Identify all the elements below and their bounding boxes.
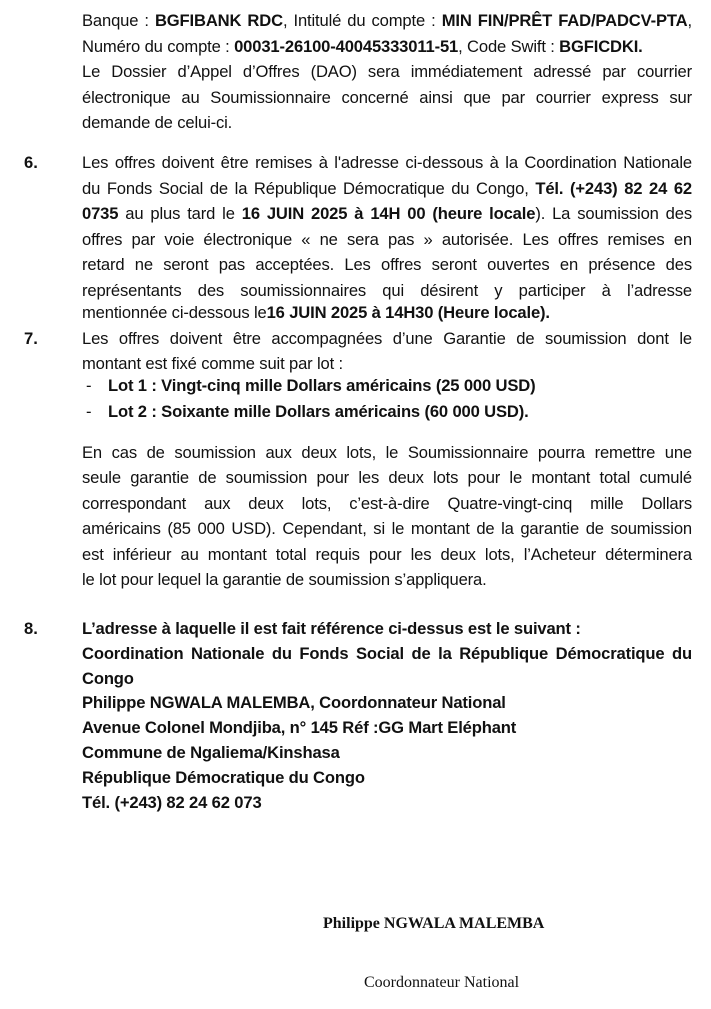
bank-label: Banque :: [82, 11, 155, 30]
comma: ,: [687, 11, 692, 30]
item-7b-line-3: correspondant aux deux lots, c’est-à-dire Quatre-vingt-cinq mille Dollars: [82, 494, 692, 513]
address-intro: L’adresse à laquelle il est fait référence ci-dessus est le suivant :: [82, 619, 581, 638]
bullet-dash: -: [86, 402, 92, 421]
address-country-short: Congo: [82, 669, 134, 688]
item-6-text: au plus tard le: [118, 204, 242, 223]
account-title: MIN FIN/PRÊT FAD/PADCV-PTA: [441, 11, 688, 30]
address-country: République Démocratique du Congo: [82, 768, 365, 787]
item-8-line-2: [82, 641, 692, 667]
item-7b-line-4: américains (85 000 USD). Cependant, si le montant de la garantie de soumission: [82, 519, 692, 538]
signatory-title: Coordonnateur National: [364, 974, 520, 991]
dao-line-2: électronique au Soumissionnaire concerné ainsi que par courrier express sur: [82, 88, 692, 107]
item-6-line-4: offres par voie électronique « ne sera pas » autorisée. Les offres remises en: [82, 230, 692, 249]
address-contact: Philippe NGWALA MALEMBA, Coordonnateur National: [82, 693, 506, 712]
bank-name: BGFIBANK RDC: [154, 11, 283, 30]
item-7b-line-6: le lot pour lequel la garantie de soumission s’appliquera.: [82, 570, 487, 589]
swift-label: , Code Swift :: [458, 37, 560, 56]
lot-2: [108, 399, 668, 425]
account-number: 00031-26100-40045333011-51: [234, 37, 459, 56]
account-number-line: [82, 34, 692, 60]
item-8-line-5: [82, 715, 692, 741]
item-8-line-3: [82, 666, 692, 692]
item-6-text: mentionnée ci-dessous le: [82, 303, 267, 322]
item-7b-line-5: est inférieur au montant total requis pour les deux lots, l’Acheteur déterminera: [82, 545, 692, 564]
lot-1: [108, 373, 668, 399]
item-8-line-7: [82, 765, 692, 791]
item-7b-line-1: En cas de soumission aux deux lots, le Soumissionnaire pourra remettre une: [82, 443, 692, 462]
swift-code: BGFICDKI.: [559, 37, 643, 56]
item-6-line-7: [82, 300, 692, 326]
lot-1-text: Lot 1 : Vingt-cinq mille Dollars américains (25 000 USD): [108, 376, 536, 395]
item-7-line-2: montant est fixé comme suit par lot :: [82, 354, 343, 373]
item-6-line-1: Les offres doivent être remises à l'adresse ci-dessous à la Coordination Nationale: [82, 153, 692, 172]
signatory-name: Philippe NGWALA MALEMBA: [323, 915, 545, 932]
item-6-line-3: [82, 201, 692, 227]
bullet-dash: -: [86, 376, 92, 395]
dao-line-1: Le Dossier d’Appel d’Offres (DAO) sera immédiatement adressé par courrier: [82, 62, 692, 81]
opening-date: 16 JUIN 2025 à 14H30 (Heure locale).: [266, 303, 550, 322]
deadline-date: 16 JUIN 2025 à 14H 00 (heure locale: [241, 204, 536, 223]
item-8-line-8: [82, 790, 692, 816]
address-commune: Commune de Ngaliema/Kinshasa: [82, 743, 340, 762]
item-6-line-6: représentants des soumissionnaires qui désirent y participer à l’adresse: [82, 281, 692, 300]
item-6-line-5: retard ne seront pas acceptées. Les offres seront ouvertes en présence des: [82, 255, 692, 274]
item-number-7: 7.: [24, 329, 38, 348]
account-number-label: Numéro du compte :: [82, 37, 235, 56]
item-6-text: ). La soumission des: [535, 204, 692, 223]
address-phone: Tél. (+243) 82 24 62 073: [82, 793, 262, 812]
bank-line: [82, 8, 692, 34]
item-6-line-2: [82, 176, 692, 202]
item-8-line-6: [82, 740, 692, 766]
item-number-6: 6.: [24, 153, 38, 172]
account-title-label: , Intitulé du compte :: [282, 11, 442, 30]
phone-number-part-1: Tél. (+243) 82 24 62: [535, 179, 693, 198]
item-7-line-1: Les offres doivent être accompagnées d’une Garantie de soumission dont le: [82, 329, 692, 348]
item-8-line-4: [82, 690, 692, 716]
item-8-line-1: [82, 616, 692, 642]
item-6-text: du Fonds Social de la République Démocratique du Congo,: [82, 179, 536, 198]
address-org: Coordination Nationale du Fonds Social de la République Démocratique du: [82, 644, 692, 663]
dao-line-3: demande de celui-ci.: [82, 113, 233, 132]
lot-2-text: Lot 2 : Soixante mille Dollars américains (60 000 USD).: [108, 402, 529, 421]
address-street: Avenue Colonel Mondjiba, n° 145 Réf :GG Mart Eléphant: [82, 718, 517, 737]
item-number-8: 8.: [24, 619, 38, 638]
item-7b-line-2: seule garantie de soumission pour les deux lots pour le montant total cumulé: [82, 468, 692, 487]
phone-number-part-2: 0735: [82, 204, 119, 223]
